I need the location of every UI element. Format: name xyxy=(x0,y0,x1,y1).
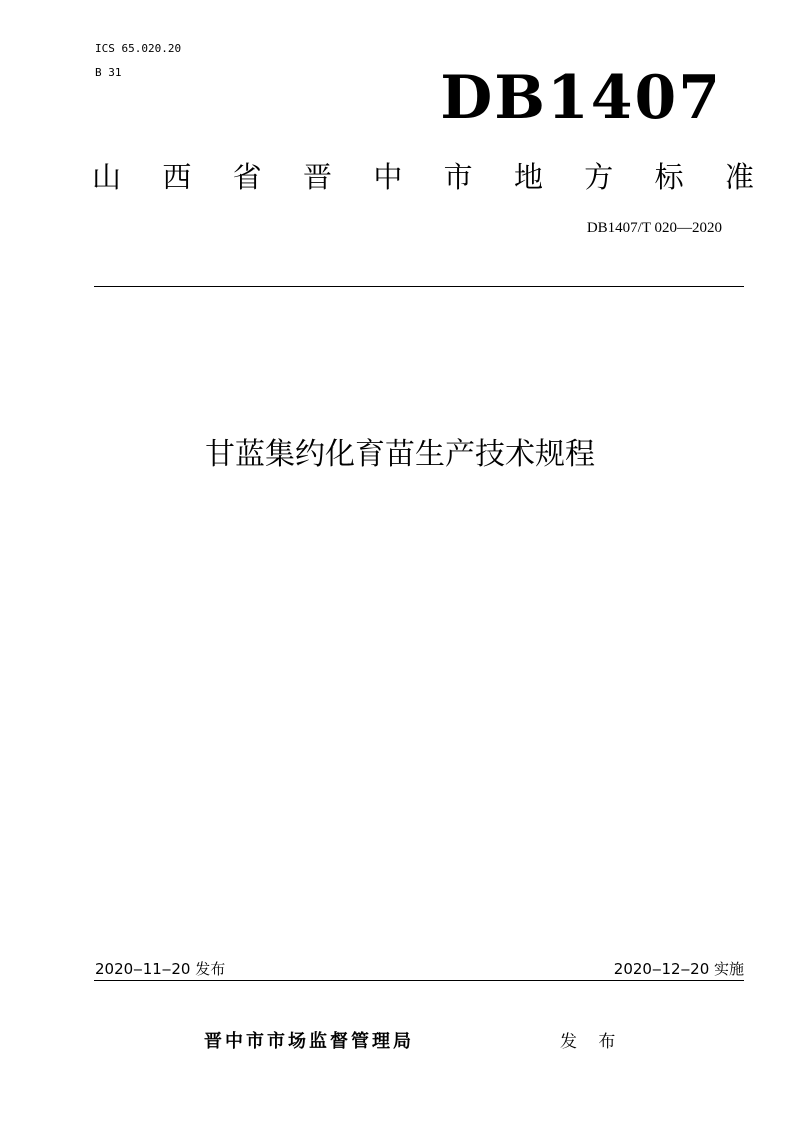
standard-type-char: 省 xyxy=(232,160,262,194)
standard-number: DB1407/T 020—2020 xyxy=(586,220,722,236)
standard-type-char: 晋 xyxy=(302,160,332,194)
footer-divider xyxy=(94,980,744,981)
standard-type-heading xyxy=(92,157,754,197)
standard-type-char: 方 xyxy=(584,160,614,194)
standard-code-logo: DB1407 xyxy=(440,63,722,133)
standard-type-char: 山 xyxy=(92,160,122,194)
standard-type-char: 市 xyxy=(443,160,473,194)
standard-type-char: 中 xyxy=(373,160,403,194)
standard-type-char: 地 xyxy=(513,160,543,194)
header-divider xyxy=(94,286,744,287)
issuing-authority: 晋中市市场监督管理局 xyxy=(204,1031,414,1052)
standard-type-char: 准 xyxy=(724,160,754,194)
ccs-code: B 31 xyxy=(95,66,122,79)
publish-date: 2020‒11‒20 发布 xyxy=(95,960,226,978)
ics-code: ICS 65.020.20 xyxy=(95,42,182,55)
issue-label: 发 布 xyxy=(560,1032,624,1052)
standard-type-char: 标 xyxy=(654,160,684,194)
document-title: 甘蓝集约化育苗生产技术规程 xyxy=(205,437,595,472)
standard-type-char: 西 xyxy=(162,160,192,194)
implement-date: 2020‒12‒20 实施 xyxy=(613,960,744,978)
